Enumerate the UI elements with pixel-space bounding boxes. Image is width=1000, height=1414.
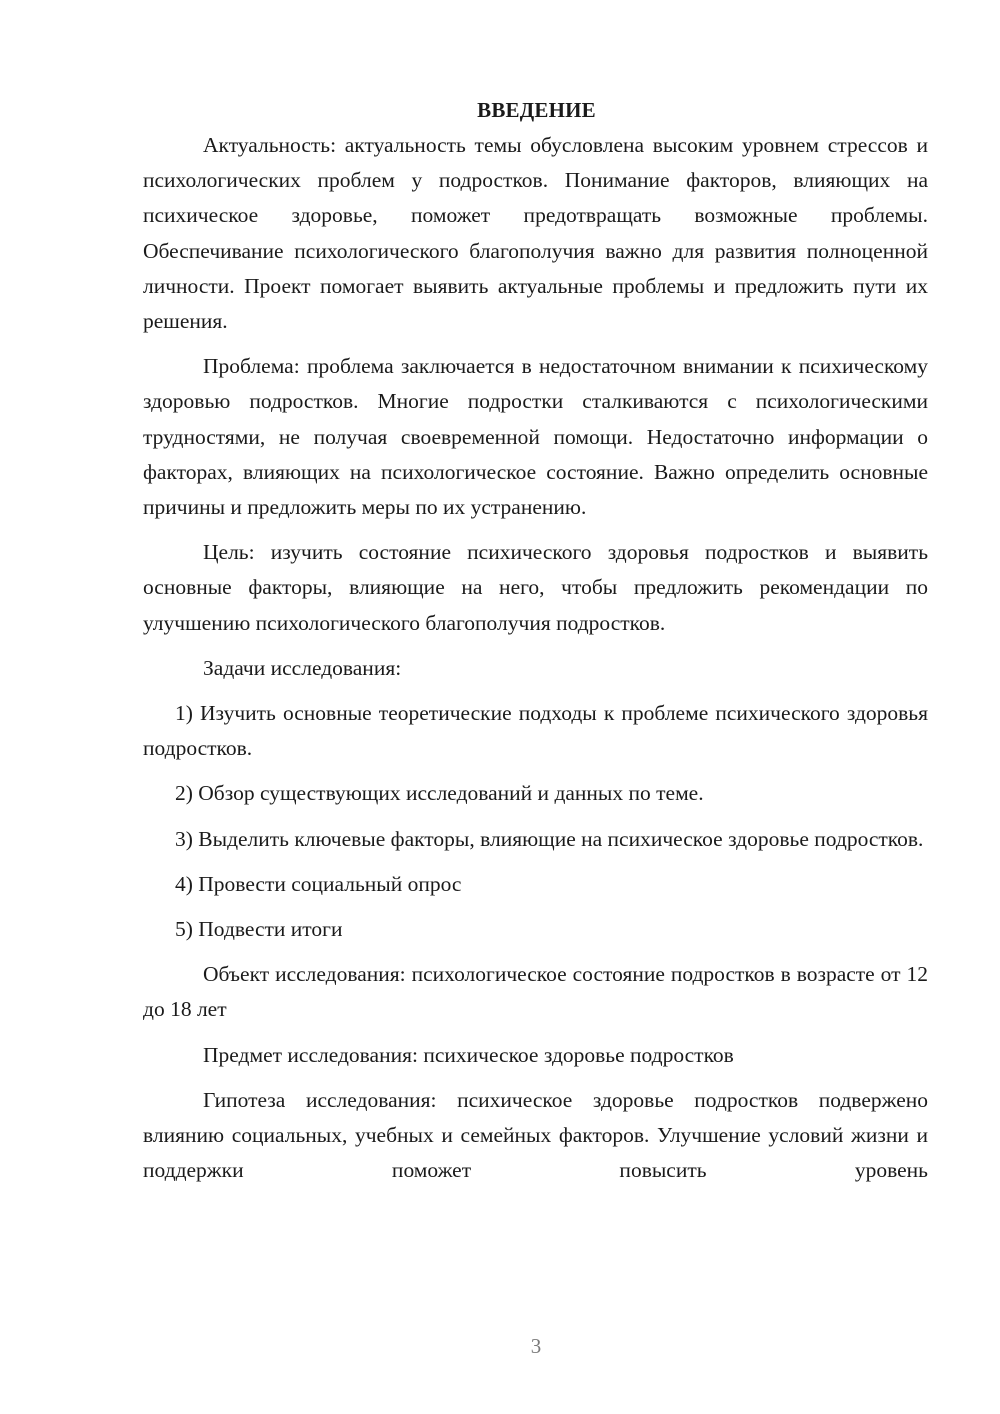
tasks-heading: Задачи исследования:	[203, 655, 402, 680]
object-paragraph: Объект исследования: психологическое состояние подростков в возрасте от 12 до 18 лет	[143, 962, 928, 1022]
page-number: 3	[530, 1334, 542, 1358]
task-item: 1) Изучить основные теоретические подходы к проблеме психического здоровья подростков.	[143, 701, 928, 761]
task-item: 4) Провести социальный опрос	[175, 871, 462, 896]
goal-paragraph: Цель: изучить состояние психического здоровья подростков и выявить основные факторы, влияющие на него, чтобы предложить рекомендации по улучшению психологического благополучия подростков.	[143, 540, 928, 635]
task-item: 3) Выделить ключевые факторы, влияющие на психическое здоровье подростков.	[175, 826, 924, 851]
task-item: 5) Подвести итоги	[175, 917, 343, 942]
page-content	[143, 93, 928, 1188]
section-title: ВВЕДЕНИЕ	[477, 98, 596, 122]
subject-paragraph: Предмет исследования: психическое здоровье подростков	[203, 1042, 734, 1067]
relevance-paragraph: Актуальность: актуальность темы обусловлена высоким уровнем стрессов и психологических проблем у подростков. Понимание факторов, влияющих на психическое здоровье, поможет предотвращать возможные проблемы. Обеспечивание психологического благополучия важно для развития полноценной личности. Проект помогает выявить актуальные проблемы и предложить пути их решения.	[143, 133, 928, 334]
hypothesis-paragraph: Гипотеза исследования: психическое здоровье подростков подвержено влиянию социальных, учебных и семейных факторов. Улучшение условий жизни и поддержки поможет повысить уровень	[143, 1087, 928, 1183]
task-item: 2) Обзор существующих исследований и данных по теме.	[175, 781, 704, 806]
problem-paragraph: Проблема: проблема заключается в недостаточном внимании к психическому здоровью подростков. Многие подростки сталкиваются с психологическими трудностями, не получая своевременной помощи. Недостаточно информации о факторах, влияющих на психологическое состояние. Важно определить основные причины и предложить меры по их устранению.	[143, 354, 928, 520]
